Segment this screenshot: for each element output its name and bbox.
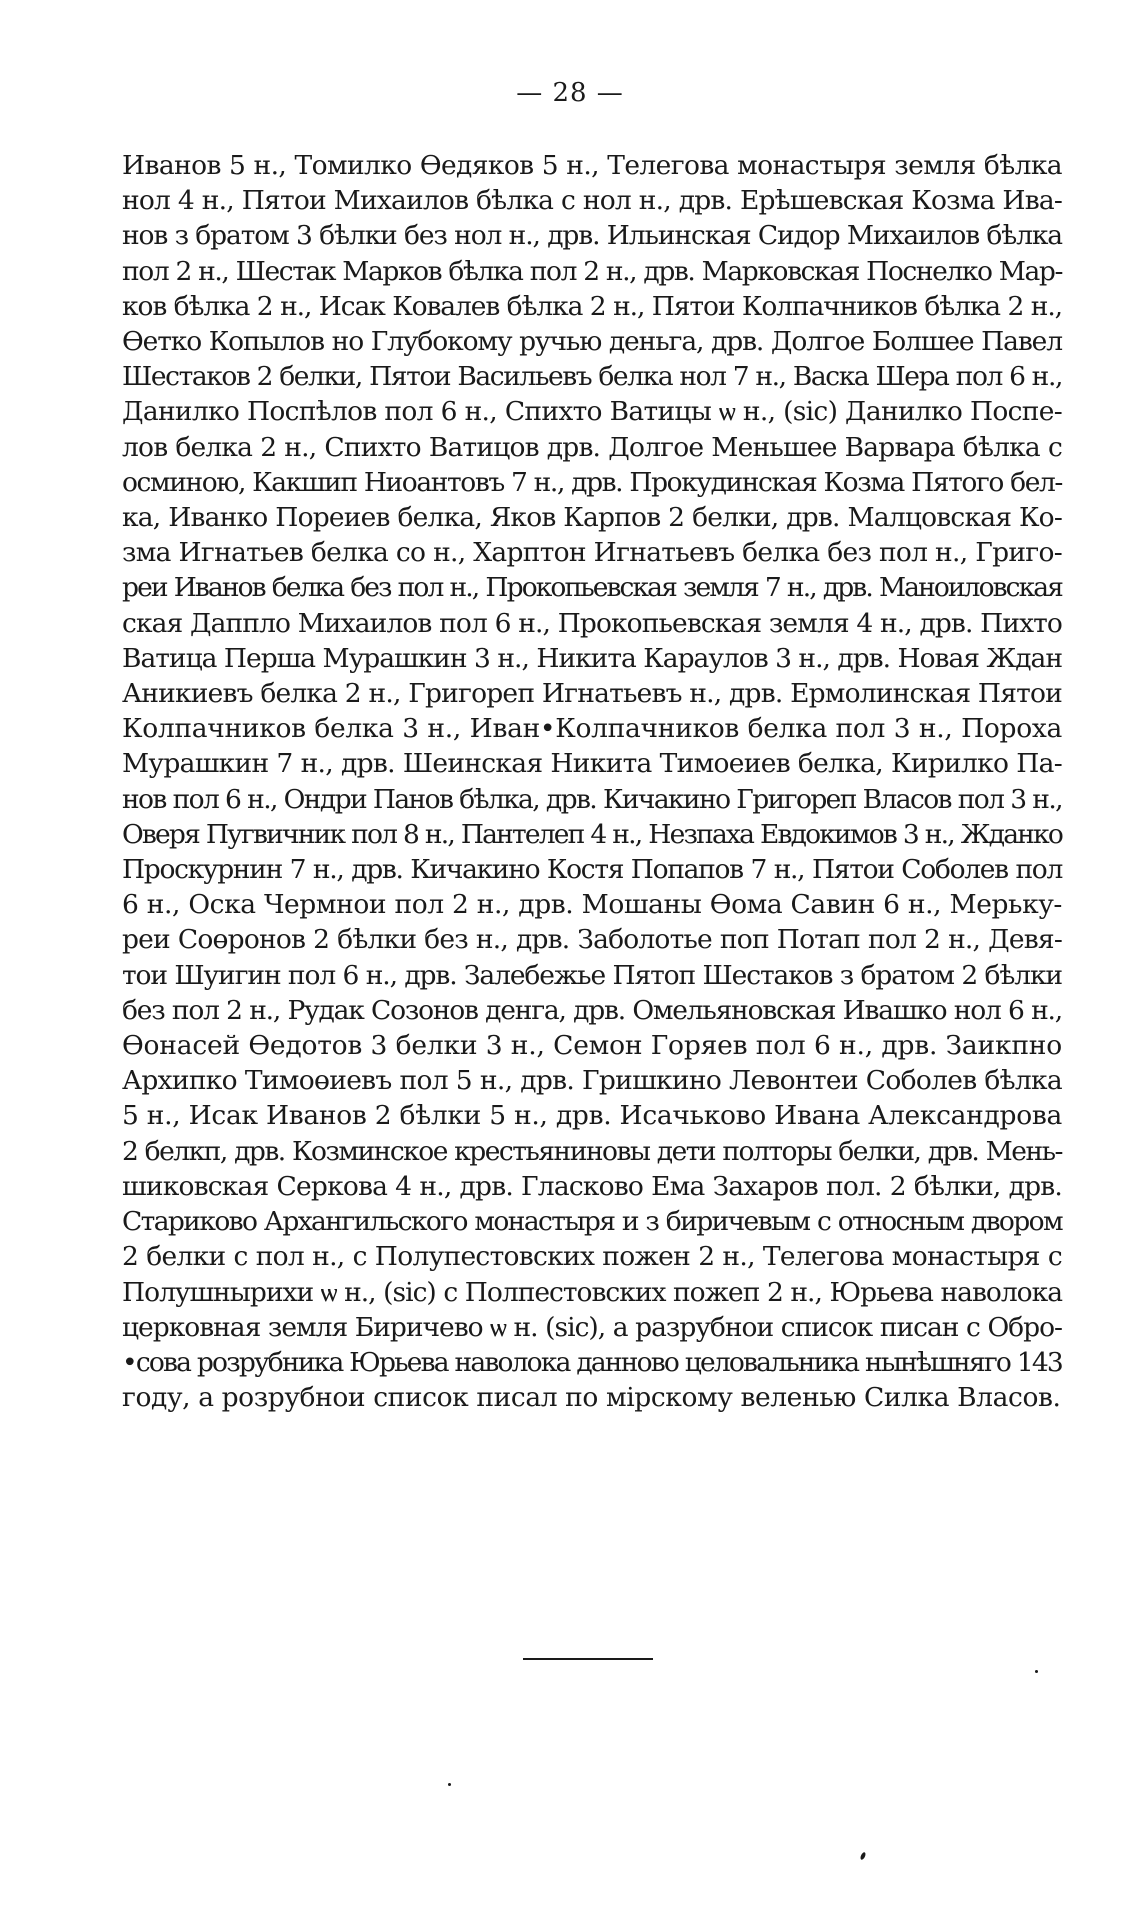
text-line: реи Соөронов 2 бѣлки без н., дрв. Заболотье поп Потап пол 2 н., Девя- bbox=[122, 924, 1062, 956]
text-line: реи Иванов белка без пол н., Прокопьевская земля 7 н., дрв. Маноиловская bbox=[122, 572, 1062, 604]
text-line: тои Шуигин пол 6 н., дрв. Залебежье Пятоп Шестаков з братом 2 бѣлки bbox=[122, 959, 1062, 991]
text-line: 2 белкп, дрв. Козминское крестьяниновы дети полторы белки, дрв. Мень- bbox=[122, 1135, 1062, 1167]
text-line: пол 2 н., Шестак Марков бѣлка пол 2 н., дрв. Марковская Поснелко Мар- bbox=[122, 255, 1062, 287]
text-line: лов белка 2 н., Спихто Ватицов дрв. Долгое Меньшее Варвара бѣлка с bbox=[122, 431, 1062, 463]
text-line: Шестаков 2 белки, Пятои Васильевъ белка нол 7 н., Васка Шера пол 6 н., bbox=[122, 361, 1062, 393]
text-line: Архипко Тимоөиевъ пол 5 н., дрв. Гришкино Левонтеи Соболев бѣлка bbox=[122, 1065, 1062, 1097]
text-line: Аникиевъ белка 2 н., Григореп Игнатьевъ н., дрв. Ермолинская Пятои bbox=[122, 678, 1062, 710]
text-line: Оверя Пугвичник пол 8 н., Пантелеп 4 н., Незпаха Евдокимов 3 н., Жданко bbox=[122, 818, 1062, 850]
text-line: 2 белки с пол н., с Полупестовских пожен 2 н., Телегова монастыря с bbox=[122, 1241, 1062, 1273]
page-number: — 28 — bbox=[516, 78, 624, 108]
text-line: ская Даппло Михаилов пол 6 н., Прокопьевская земля 4 н., дрв. Пихто bbox=[122, 607, 1062, 639]
text-line: Мурашкин 7 н., дрв. Шеинская Никита Тимоеиев белка, Кирилко Па- bbox=[122, 748, 1062, 780]
text-line: осминою, Какшип Ниоантовъ 7 н., дрв. Прокудинская Козма Пятого бел- bbox=[122, 466, 1062, 498]
text-line: церковная земля Биричево ѡ н. (sic), а разрубнои список писан с Обро- bbox=[122, 1311, 1062, 1343]
text-line: ков бѣлка 2 н., Исак Ковалев бѣлка 2 н., Пятои Колпачников бѣлка 2 н., bbox=[122, 290, 1062, 322]
text-line: нов пол 6 н., Ондри Панов бѣлка, дрв. Кичакино Григореп Власов пол 3 н., bbox=[122, 783, 1062, 815]
text-line: Стариково Архангильского монастыря и з биричевым с относным двором bbox=[122, 1206, 1062, 1238]
text-line: Ватица Перша Мурашкин 3 н., Никита Караулов 3 н., дрв. Новая Ждан bbox=[122, 642, 1062, 674]
text-line: Иванов 5 н., Томилко Өедяков 5 н., Телегова монастыря земля бѣлка bbox=[122, 150, 1062, 181]
text-line: Өонасей Өедотов 3 белки 3 н., Семон Горяев пол 6 н., дрв. Заикпно bbox=[122, 1030, 1062, 1062]
text-line: зма Игнатьев белка со н., Харптон Игнатьевъ белка без пол н., Григо- bbox=[122, 537, 1062, 569]
text-line: Өетко Копылов но Глубокому ручью деньга, дрв. Долгое Болшее Павел bbox=[122, 326, 1062, 358]
print-speck bbox=[448, 1783, 451, 1786]
text-line: •сова розрубника Юрьева наволока данново целовальника нынѣшняго 143 bbox=[122, 1346, 1062, 1378]
text-line: ка, Иванко Пореиев белка, Яков Карпов 2 белки, дрв. Малцовская Ко- bbox=[122, 502, 1062, 534]
text-line-last: году, а розрубнои список писал по мірскому веленью Силка Власов. bbox=[122, 1382, 1061, 1414]
end-rule bbox=[523, 1658, 653, 1660]
text-line: 6 н., Оска Чермнои пол 2 н., дрв. Мошаны Өома Савин 6 н., Мерьку- bbox=[122, 889, 1062, 921]
text-line: нов з братом 3 бѣлки без нол н., дрв. Ильинская Сидор Михаилов бѣлка bbox=[122, 220, 1062, 252]
body-paragraph bbox=[122, 148, 1062, 1415]
text-line: Проскурнин 7 н., дрв. Кичакино Костя Попапов 7 н., Пятои Соболев пол bbox=[122, 854, 1062, 886]
text-line: Колпачников белка 3 н., Иван•Колпачников белка пол 3 н., Пороха bbox=[122, 713, 1062, 745]
text-line: Данилко Поспѣлов пол 6 н., Спихто Ватицы ѡ н., (sic) Данилко Поспе- bbox=[122, 396, 1062, 428]
text-line: Полушнырихи ѡ н., (sic) с Полпестовских пожеп 2 н., Юрьева наволока bbox=[122, 1276, 1062, 1308]
text-line: без пол 2 н., Рудак Созонов денга, дрв. Омельяновская Ивашко нол 6 н., bbox=[122, 994, 1062, 1026]
print-speck bbox=[1035, 1670, 1038, 1673]
print-speck bbox=[859, 1852, 866, 1861]
text-line: 5 н., Исак Иванов 2 бѣлки 5 н., дрв. Исачьково Ивана Александрова bbox=[122, 1100, 1062, 1132]
text-line: шиковская Серкова 4 н., дрв. Гласково Ема Захаров пол. 2 бѣлки, дрв. bbox=[122, 1170, 1062, 1202]
text-line: нол 4 н., Пятои Михаилов бѣлка с нол н., дрв. Ерѣшевская Козма Ива- bbox=[122, 185, 1062, 217]
